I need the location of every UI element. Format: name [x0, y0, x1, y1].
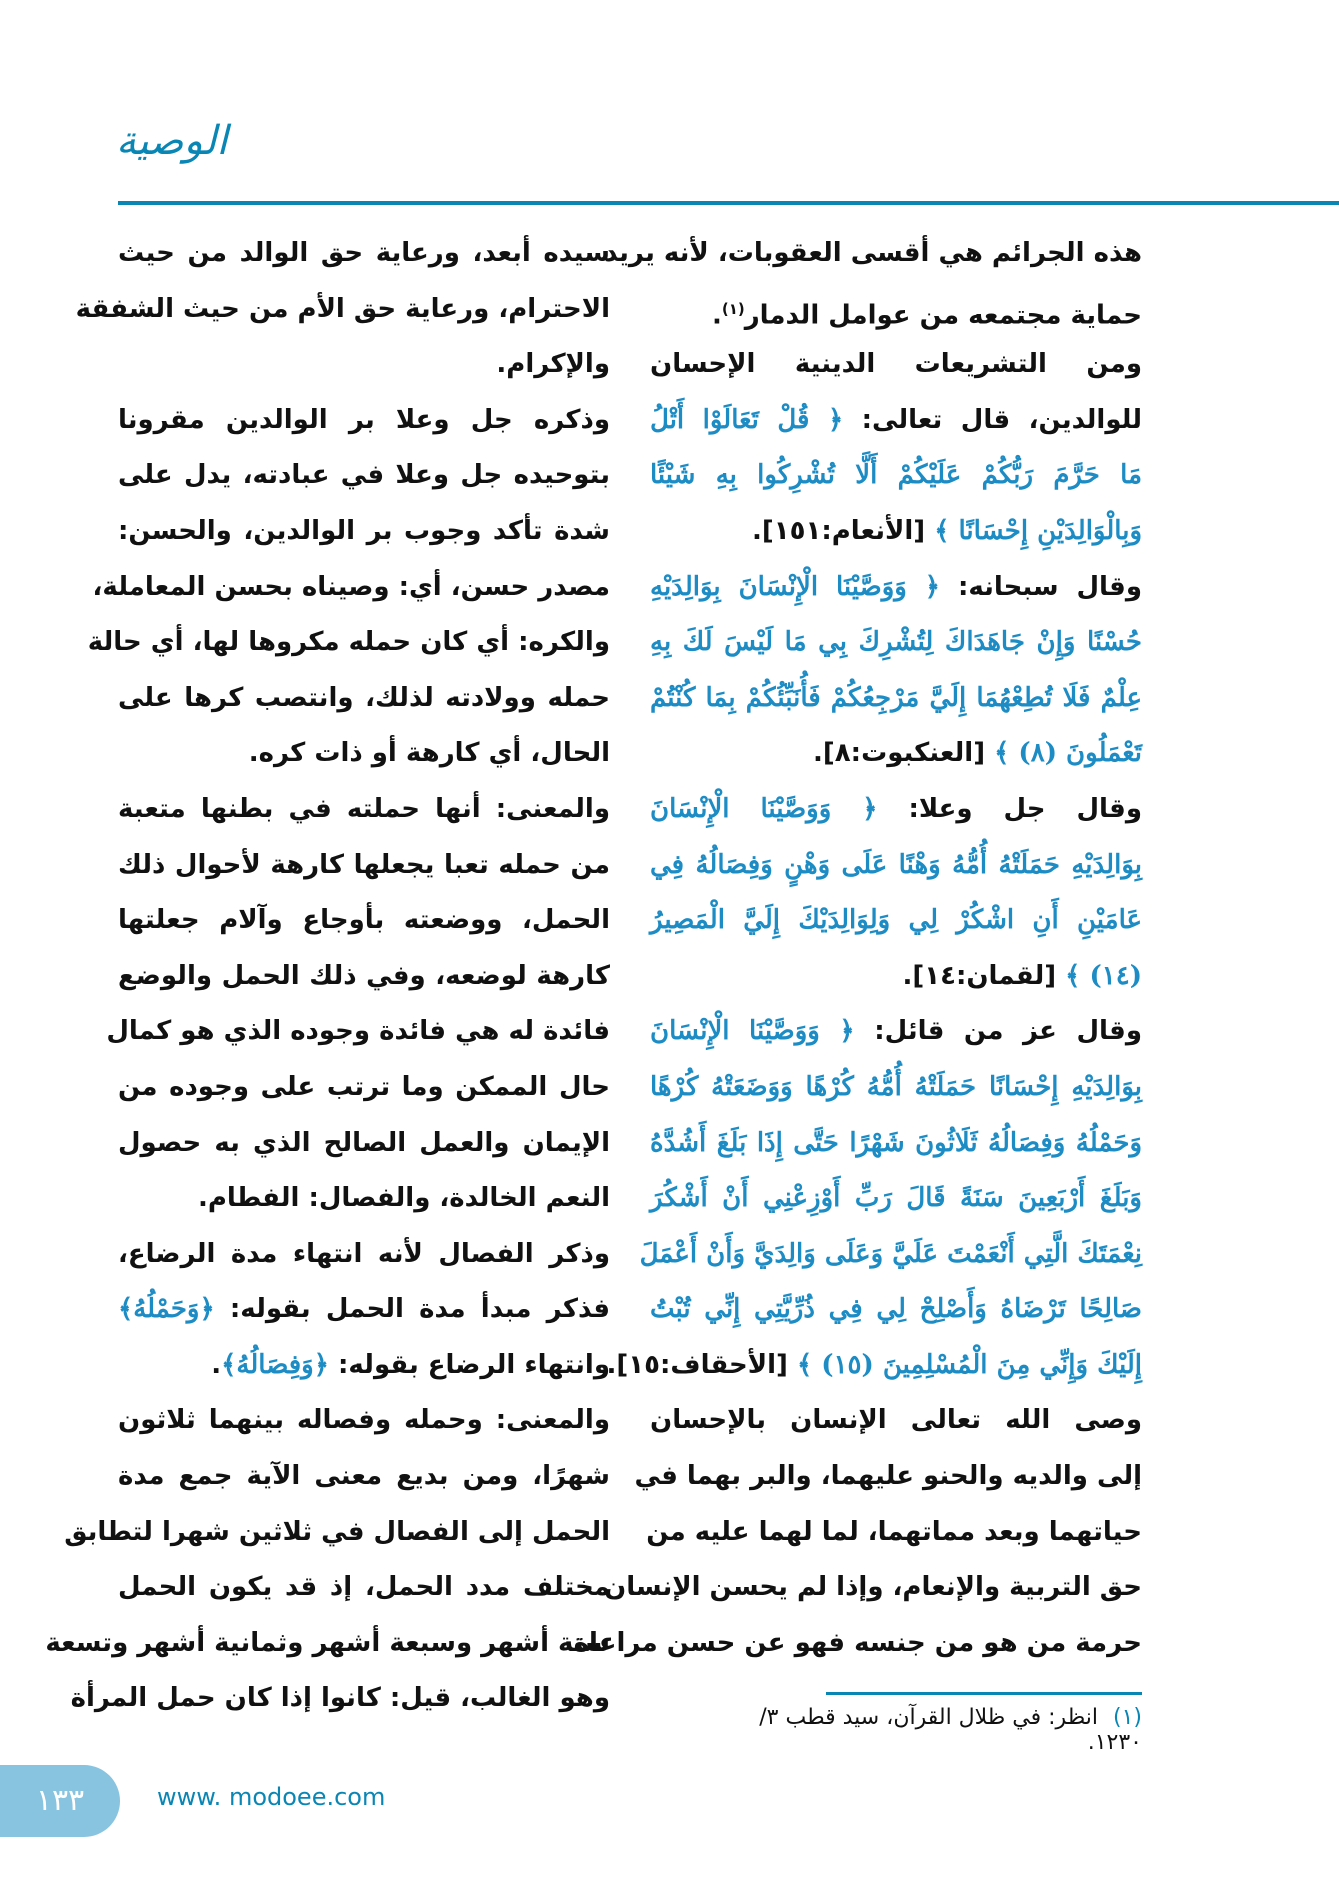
quran-verse: (١٤) ﴾ [1065, 960, 1142, 991]
body-text: وقال عز من قائل: [854, 1016, 1142, 1047]
body-text: ومن التشريعات الدينية الإحسان [650, 349, 1142, 380]
text-line [650, 393, 1142, 449]
quran-verse: وَبَلَغَ أَرْبَعِينَ سَنَةً قَالَ رَبِّ أَوْزِعْنِي أَنْ أَشْكُرَ [650, 1183, 1142, 1214]
body-text: والمعنى: أنها حملته في بطنها متعبة [118, 793, 610, 824]
body-text: وذكر الفصال لأنه انتهاء مدة الرضاع، [118, 1238, 610, 1269]
body-text: الإيمان والعمل الصالح الذي به حصول [118, 1127, 610, 1158]
body-text: الحمل، ووضعته بأوجاع وآلام جعلتها [118, 905, 610, 936]
text-line [650, 1393, 1142, 1449]
text-line [118, 1171, 610, 1227]
body-text: الاحترام، ورعاية حق الأم من حيث الشفقة [75, 293, 610, 324]
body-text: شدة تأكد وجوب بر الوالدين، والحسن: [118, 515, 610, 546]
text-line [606, 1338, 1142, 1394]
quran-verse: بِوَالِدَيْهِ إِحْسَانًا حَمَلَتْهُ أُمُّهُ كُرْهًا وَوَضَعَتْهُ كُرْهًا [650, 1071, 1142, 1102]
body-text: ستة أشهر وسبعة أشهر وثمانية أشهر وتسعة [45, 1627, 610, 1658]
chapter-title: الوصية [116, 118, 228, 164]
text-line [118, 1060, 610, 1116]
body-text: وقال سبحانه: [940, 571, 1142, 602]
page-number: ١٣٣ [0, 1765, 120, 1837]
text-line [118, 1282, 610, 1338]
body-text: النعم الخالدة، والفصال: الفطام. [198, 1183, 610, 1214]
body-text: حمله وولادته لذلك، وانتصب كرها على [118, 682, 610, 713]
text-line [573, 1616, 1142, 1672]
quran-verse: ﴿ قُلْ تَعَالَوْا أَتْلُ [650, 404, 844, 435]
body-text: وهو الغالب، قيل: كانوا إذا كان حمل المرأة [70, 1683, 610, 1714]
text-line [650, 782, 1142, 838]
quran-verse: تَعْمَلُونَ (٨) ﴾ [994, 738, 1142, 769]
body-text: [لقمان:١٤]. [902, 960, 1066, 991]
text-line [118, 671, 610, 727]
text-line [118, 1338, 610, 1394]
text-line [118, 226, 610, 282]
body-text: وقال جل وعلا: [877, 793, 1142, 824]
text-line [87, 615, 610, 671]
text-line [118, 337, 610, 393]
body-text: من حمله تعبا يجعلها كارهة لأحوال ذلك [118, 849, 610, 880]
body-text: هذه الجرائم هي أقسى العقوبات، لأنه يريد [604, 238, 1142, 268]
body-text: حق التربية والإنعام، وإذا لم يحسن الإنسان [604, 1572, 1142, 1603]
body-text: حماية مجتمعه من عوامل الدمار [744, 300, 1142, 331]
quran-verse: ﴿وَفِصَالُهُ﴾ [221, 1349, 329, 1380]
text-line [45, 1616, 610, 1672]
quran-verse: عِلْمٌ فَلَا تُطِعْهُمَا إِلَيَّ مَرْجِعُكُمْ فَأُنَبِّئُكُمْ بِمَا كُنْتُمْ [650, 682, 1142, 713]
footnote-rule [826, 1692, 1142, 1695]
text-line [650, 504, 1142, 560]
body-text: والإكرام. [496, 349, 610, 380]
quran-verse: وَبِالْوَالِدَيْنِ إِحْسَانًا ﴾ [934, 515, 1142, 546]
text-line [118, 448, 610, 504]
text-line [118, 1560, 610, 1616]
body-text: . [711, 300, 722, 331]
body-text: سيده أبعد، ورعاية حق الوالد من حيث [118, 238, 610, 268]
quran-verse: ﴿ وَوَصَّيْنَا الْإِنْسَانَ [650, 793, 878, 824]
text-line [106, 1004, 610, 1060]
body-text: شهرًا، ومن بديع معنى الآية جمع مدة [118, 1461, 610, 1492]
body-text: حرمة من هو من جنسه فهو عن حسن مراعاة [573, 1627, 1142, 1658]
text-line [650, 671, 1142, 727]
text-line [650, 838, 1142, 894]
text-line [118, 1393, 610, 1449]
quran-verse: إِلَيْكَ وَإِنِّي مِنَ الْمُسْلِمِينَ (١٥) ﴾ [797, 1349, 1142, 1380]
text-line [650, 282, 1142, 338]
footnote-text: انظر: في ظلال القرآن، سيد قطب ٣/ ١٢٣٠. [759, 1705, 1142, 1755]
text-line [650, 615, 1142, 671]
text-line [118, 726, 610, 782]
body-text: للوالدين، قال تعالى: [843, 404, 1143, 435]
body-text: وذكره جل وعلا بر الوالدين مقرونا [118, 404, 610, 435]
text-line [650, 949, 1142, 1005]
text-line [604, 226, 1142, 282]
text-line [650, 1282, 1142, 1338]
text-line [118, 782, 610, 838]
quran-verse: حُسْنًا وَإِنْ جَاهَدَاكَ لِتُشْرِكَ بِي مَا لَيْسَ لَكَ بِهِ [650, 627, 1142, 658]
text-line [118, 893, 610, 949]
text-line [650, 337, 1142, 393]
text-line [646, 1505, 1142, 1561]
quran-verse: وَحَمْلُهُ وَفِصَالُهُ ثَلَاثُونَ شَهْرًا حَتَّى إِذَا بَلَغَ أَشُدَّهُ [650, 1127, 1142, 1158]
text-line [118, 949, 610, 1005]
text-line [650, 893, 1142, 949]
text-line [650, 560, 1142, 616]
quran-verse: نِعْمَتَكَ الَّتِي أَنْعَمْتَ عَلَيَّ وَعَلَى وَالِدَيَّ وَأَنْ أَعْمَلَ [639, 1238, 1142, 1269]
text-line [650, 1060, 1142, 1116]
body-text: بتوحيده جل وعلا في عبادته، يدل على [118, 460, 610, 491]
body-text: [الأنعام:١٥١]. [751, 515, 935, 546]
left-column [45, 226, 610, 1727]
text-line [604, 1560, 1142, 1616]
text-line [650, 1116, 1142, 1172]
quran-verse: عَامَيْنِ أَنِ اشْكُرْ لِي وَلِوَالِدَيْكَ إِلَيَّ الْمَصِيرُ [650, 905, 1142, 936]
quran-verse: ﴿ وَوَصَّيْنَا الْإِنْسَانَ بِوَالِدَيْهِ [650, 571, 940, 602]
body-text: إلى والديه والحنو عليهما، والبر بهما في [634, 1461, 1142, 1492]
body-text: [العنكبوت:٨]. [813, 738, 995, 769]
text-line [650, 1171, 1142, 1227]
text-line [92, 560, 610, 616]
body-text: كارهة لوضعه، وفي ذلك الحمل والوضع [118, 960, 610, 991]
quran-verse: صَالِحًا تَرْضَاهُ وَأَصْلِحْ لِي فِي ذُرِّيَّتِي إِنِّي تُبْتُ [650, 1294, 1142, 1325]
body-text: حياتهما وبعد مماتهما، لما لهما عليه من [646, 1516, 1142, 1547]
text-line [650, 726, 1142, 782]
body-text: وانتهاء الرضاع بقوله: [328, 1349, 610, 1380]
text-line [64, 1505, 610, 1561]
text-line [639, 1227, 1142, 1283]
body-text: . [211, 1349, 222, 1380]
quran-verse: مَا حَرَّمَ رَبُّكُمْ عَلَيْكُمْ أَلَّا تُشْرِكُوا بِهِ شَيْئًا [650, 460, 1142, 491]
text-line [118, 838, 610, 894]
quran-verse: ﴿ وَوَصَّيْنَا الْإِنْسَانَ [650, 1016, 855, 1047]
body-text: والمعنى: وحمله وفصاله بينهما ثلاثون [118, 1405, 610, 1436]
body-text: الحمل إلى الفصال في ثلاثين شهرا لتطابق [64, 1516, 610, 1547]
body-text: والكره: أي كان حمله مكروها لها، أي حالة [87, 627, 610, 658]
footnote-ref: (١) [721, 299, 745, 318]
text-line [118, 393, 610, 449]
quran-verse: ﴿وَحَمْلُهُ﴾ [118, 1294, 215, 1325]
body-text: وصى الله تعالى الإنسان بالإحسان [650, 1405, 1142, 1436]
text-line [118, 504, 610, 560]
body-text: حال الممكن وما ترتب على وجوده من [118, 1071, 610, 1102]
text-line [650, 1004, 1142, 1060]
text-line [634, 1449, 1142, 1505]
body-text: مصدر حسن، أي: وصيناه بحسن المعاملة، [92, 571, 610, 602]
header-rule [118, 201, 1339, 205]
website-link[interactable]: www. modoee.com [157, 1783, 386, 1811]
footnote [700, 1705, 1142, 1755]
body-text: [الأحقاف:١٥]. [606, 1349, 797, 1380]
body-text: فائدة له هي فائدة وجوده الذي هو كمال [106, 1016, 610, 1047]
text-line [118, 1227, 610, 1283]
footnote-number: (١) [1112, 1705, 1142, 1730]
body-text: فذكر مبدأ مدة الحمل بقوله: [214, 1294, 610, 1325]
text-line [118, 1449, 610, 1505]
quran-verse: بِوَالِدَيْهِ حَمَلَتْهُ أُمُّهُ وَهْنًا عَلَى وَهْنٍ وَفِصَالُهُ فِي [650, 849, 1142, 880]
body-text: مختلف مدد الحمل، إذ قد يكون الحمل [118, 1572, 610, 1603]
right-column [573, 226, 1143, 1671]
text-line [70, 1671, 610, 1727]
text-line [650, 448, 1142, 504]
text-line [118, 1116, 610, 1172]
body-text: الحال، أي كارهة أو ذات كره. [248, 738, 610, 769]
text-line [75, 282, 610, 338]
